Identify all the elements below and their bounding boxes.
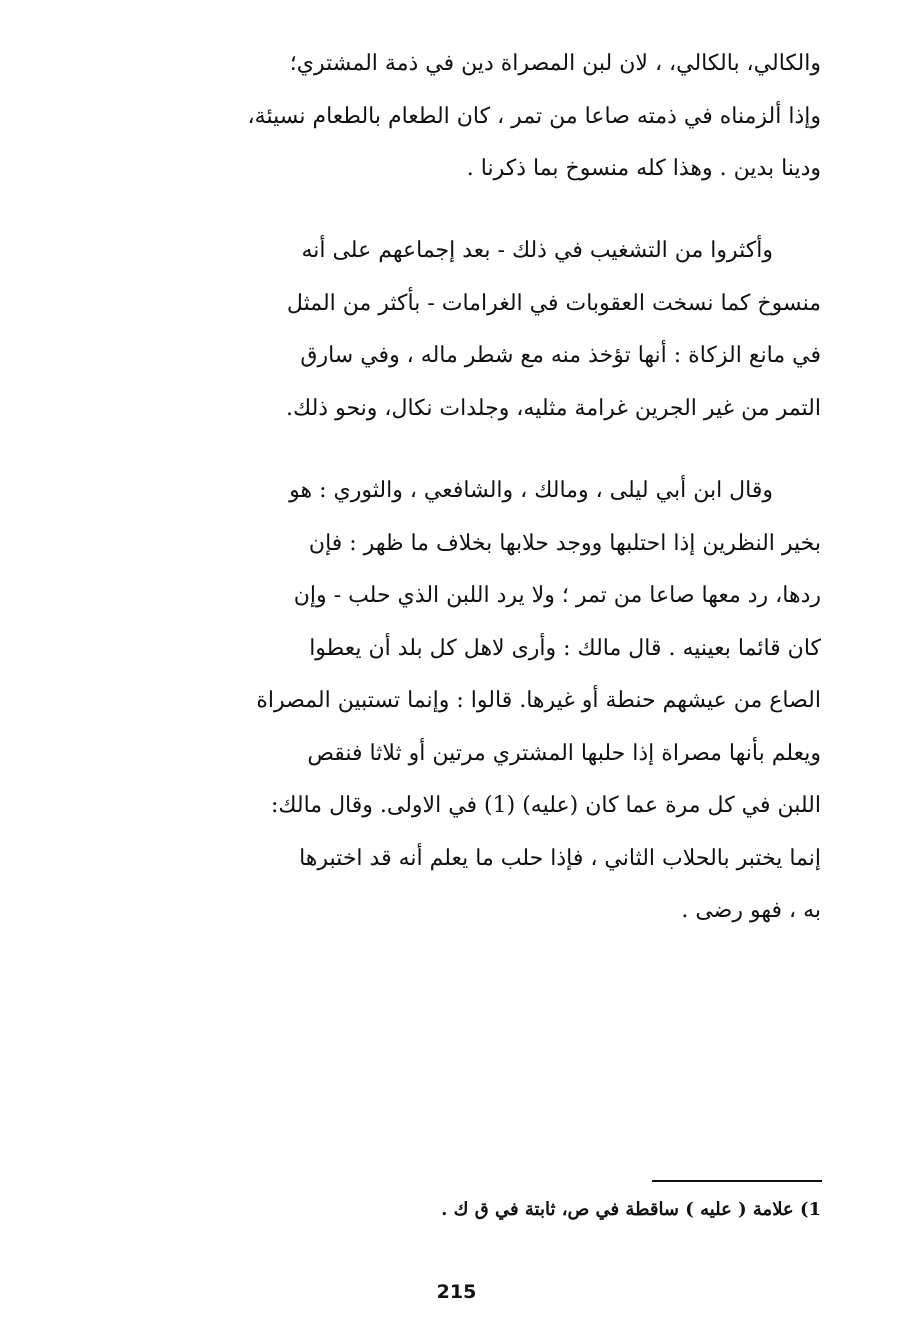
paragraph-1 — [160, 38, 821, 196]
text-line: وإذا ألزمناه في ذمته صاعا من تمر ، كان الطعام بالطعام نسيئة، — [247, 103, 821, 129]
footnote-divider — [652, 1180, 822, 1182]
text-line: به ، فهو رضى . — [681, 898, 821, 923]
text-line: إنما يختبر بالحلاب الثاني ، فإذا حلب ما يعلم أنه قد اختبرها — [299, 845, 821, 871]
text-line: كان قائما بعينيه . قال مالك : وأرى لاهل كل بلد أن يعطوا — [309, 635, 821, 661]
text-line: التمر من غير الجرين غرامة مثليه، وجلدات نكال، ونحو ذلك. — [286, 395, 821, 421]
text-line: في مانع الزكاة : أنها تؤخذ منه مع شطر ماله ، وفي سارق — [300, 343, 821, 368]
text-line: اللبن في كل مرة عما كان (عليه) (1) في الاولى. وقال مالك: — [270, 793, 821, 818]
paragraph-3 — [160, 465, 821, 938]
text-line: وقال ابن أبي ليلى ، ومالك ، والشافعي ، والثوري : هو — [289, 478, 773, 503]
text-line: منسوخ كما نسخت العقوبات في الغرامات - بأكثر من المثل — [286, 290, 821, 316]
text-line: والكالي، بالكالي، ، لان لبن المصراة دين في ذمة المشتري؛ — [289, 51, 821, 76]
text-line: وأكثروا من التشغيب في ذلك - بعد إجماعهم على أنه — [301, 238, 773, 263]
text-line: ردها، رد معها صاعا من تمر ؛ ولا يرد اللبن الذي حلب - وإن — [293, 583, 821, 608]
text-line: الصاع من عيشهم حنطة أو غيرها. قالوا : وإنما تستبين المصراة — [256, 688, 821, 713]
footnote: 1) علامة ( عليه ) ساقطة في ص، ثابتة في ق ك . — [441, 1199, 821, 1220]
paragraph-2 — [160, 225, 821, 435]
text-line: بخير النظرين إذا احتلبها ووجد حلابها بخلاف ما ظهر : فإن — [308, 530, 821, 556]
text-line: ويعلم بأنها مصراة إذا حلبها المشتري مرتين أو ثلاثا فنقص — [307, 740, 821, 766]
text-line: ودينا بدين . وهذا كله منسوخ بما ذكرنا . — [466, 156, 821, 181]
page-number: 215 — [436, 1281, 477, 1303]
